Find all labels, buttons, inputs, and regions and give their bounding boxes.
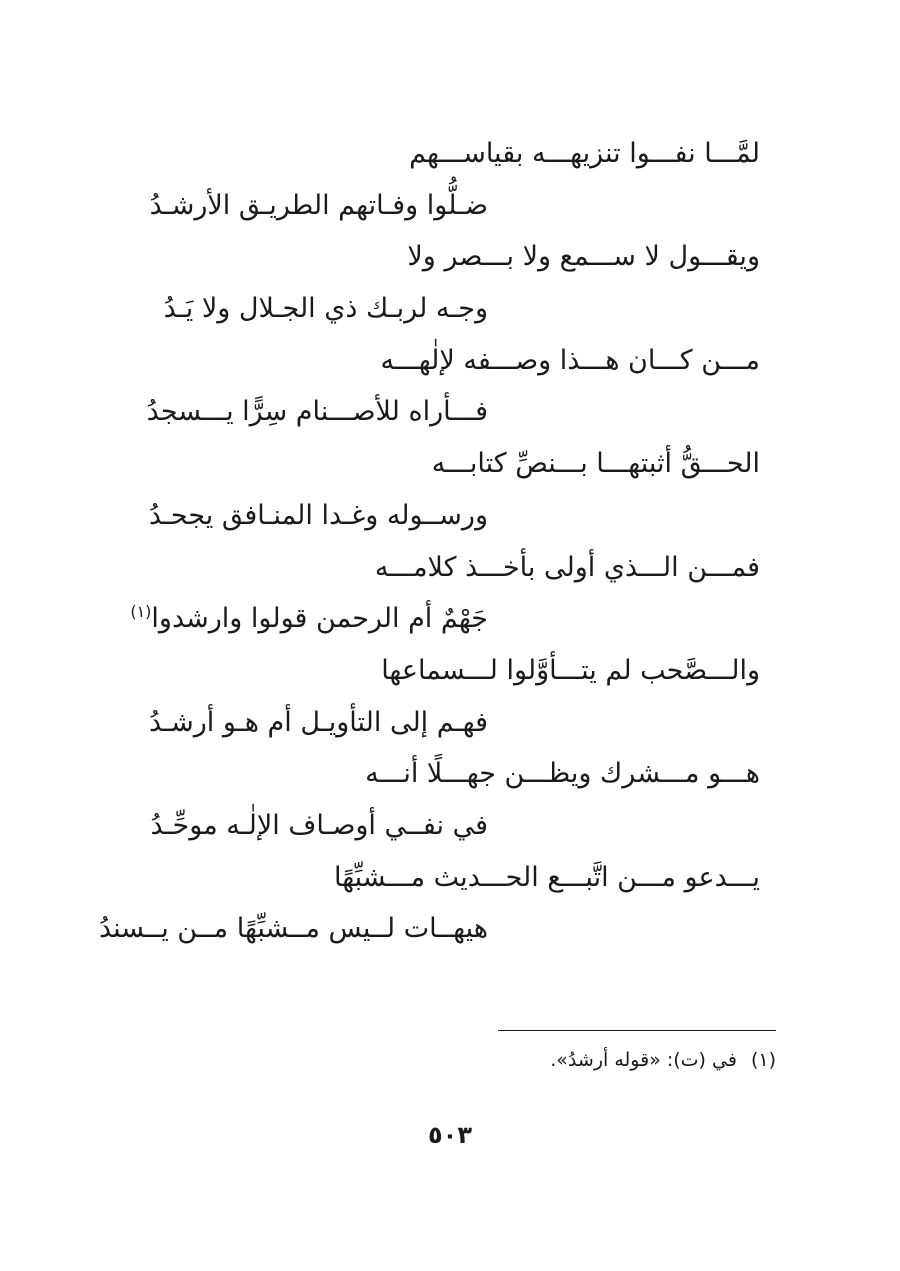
verse-line: في نفــي أوصـاف الإلٰـه موحِّـدُ [150,809,488,841]
footnote-text: في (ت): «قوله أرشدُ». [550,1049,737,1071]
verse-line: هيهــات لــيس مــشبِّهًا مــن يــسندُ [98,913,488,945]
verse-line: ويقـــول لا ســـمع ولا بـــصر ولا [407,241,760,273]
verse-line: ضـلُّوا وفـاتهم الطريـق الأرشـدُ [149,189,488,221]
verse-line: جَهْمٌ أم الرحمن قولوا وارشدوا$^{(١)}$ [130,602,488,635]
verse-line: ورســوله وغـدا المنـافق يجحـدُ [148,499,488,531]
verse-line: الحـــقُّ أثبتهـــا بـــنصِّ كتابـــه [431,448,760,480]
poem [98,128,760,955]
footnote-separator [498,1030,776,1031]
verse-line: مـــن كـــان هـــذا وصـــفه لإلٰهـــه [380,344,760,376]
verse-line: فـــأراه للأصـــنام سِرًّا يـــسجدُ [146,396,488,428]
footnote-number: (١) [750,1049,776,1071]
verse-line: يـــدعو مـــن اتَّبـــع الحـــديث مـــشبِّهًا [333,861,760,893]
footnote-marker: (١) [130,602,152,622]
verse-line: هـــو مـــشرك ويظـــن جهـــلًا أنـــه [365,758,760,790]
verse-line: فمـــن الـــذي أولى بأخـــذ كلامـــه [374,551,760,583]
verse-line: وجـه لربـك ذي الجـلال ولا يَـدُ [163,293,488,325]
verse-line: فهـم إلى التأويـل أم هـو أرشـدُ [149,706,488,738]
page-number: ٥٠٣ [428,1121,472,1149]
verse-line: لمَّـــا نفـــوا تنزيهـــه بقياســـهم [409,138,760,169]
footnote [550,1046,776,1074]
verse-line: والـــصَّحب لم يتـــأوَّلوا لـــسماعها [381,654,760,686]
